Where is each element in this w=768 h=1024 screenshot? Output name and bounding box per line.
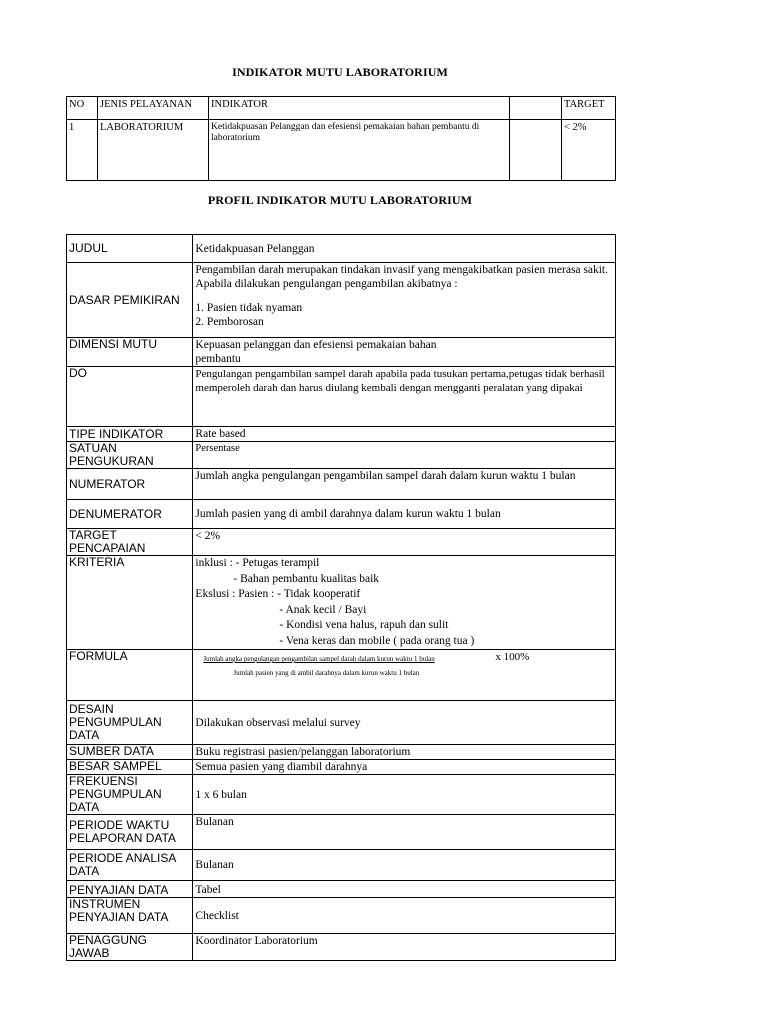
row-sumber [67, 745, 616, 760]
header-jenis: JENIS PELAYANAN [98, 97, 209, 120]
label-instrumen: INSTRUMEN PENYAJIAN DATA [67, 898, 193, 934]
label-do: DO [67, 367, 193, 427]
value-sumber: Buku registrasi pasien/pelanggan laboratorium [193, 745, 616, 760]
value-dimensi: Kepuasan pelanggan dan efesiensi pemakaian bahan pembantu [193, 338, 616, 367]
cell-indikator: Ketidakpuasan Pelanggan dan efesiensi pemakaian bahan pembantu di laboratorium [209, 120, 510, 181]
value-kriteria [193, 556, 616, 650]
kriteria-eksklusi-3: - Vena keras dan mobile ( pada orang tua ) [279, 634, 475, 647]
value-judul: Ketidakpuasan Pelanggan [193, 235, 616, 263]
row-dasar [67, 263, 616, 338]
label-desain: DESAIN PENGUMPULAN DATA [67, 701, 193, 745]
value-periode-analisa: Bulanan [193, 850, 616, 881]
value-penyajian: Tabel [193, 881, 616, 898]
label-penanggung: PENAGGUNG JAWAB [67, 934, 193, 961]
row-desain [67, 701, 616, 745]
value-dasar [193, 263, 616, 338]
value-desain: Dilakukan observasi melalui survey [193, 701, 616, 745]
cell-no: 1 [67, 120, 98, 181]
row-besar [67, 760, 616, 775]
dasar-text: Pengambilan darah merupakan tindakan invasif yang mengakibatkan pasien merasa sakit. Apabila dilakukan pengulangan pengambilan akibatnya : [195, 264, 609, 290]
label-formula: FORMULA [67, 650, 193, 701]
cell-target: < 2% [562, 120, 616, 181]
row-judul [67, 235, 616, 263]
label-periode-waktu: PERIODE WAKTU PELAPORAN DATA [67, 815, 193, 850]
value-target: < 2% [193, 529, 616, 556]
value-instrumen: Checklist [193, 898, 616, 934]
row-periode-analisa [67, 850, 616, 881]
row-satuan [67, 442, 616, 469]
value-besar: Semua pasien yang diambil darahnya [193, 760, 616, 775]
formula-multiplier: x 100% [495, 651, 530, 663]
table-header-row [67, 97, 616, 120]
row-instrumen [67, 898, 616, 934]
label-frekuensi: FREKUENSI PENGUMPULAN DATA [67, 775, 193, 815]
row-denumerator [67, 500, 616, 529]
label-judul: JUDUL [67, 235, 193, 263]
header-no: NO [67, 97, 98, 120]
formula-denominator: Jumlah pasien yang di ambil darahnya dalam kurun waktu 1 bulan [233, 669, 420, 677]
kriteria-inklusi-2: - Bahan pembantu kualitas baik [233, 572, 380, 585]
dasar-item-2: 2. Pemborosan [195, 316, 264, 328]
indicator-table [66, 96, 616, 181]
value-denumerator: Jumlah pasien yang di ambil darahnya dalam kurun waktu 1 bulan [193, 500, 616, 529]
cell-jenis: LABORATORIUM [98, 120, 209, 181]
value-do: Pengulangan pengambilan sampel darah apabila pada tusukan pertama,petugas tidak berhasil memperoleh darah dan harus diulang kembali dengan mengganti peralatan yang dipakai [193, 367, 616, 427]
label-sumber: SUMBER DATA [67, 745, 193, 760]
kriteria-eksklusi-2: - Kondisi vena halus, rapuh dan sulit [279, 619, 449, 631]
row-numerator [67, 469, 616, 500]
row-do [67, 367, 616, 427]
header-blank [510, 97, 562, 120]
value-periode-waktu: Bulanan [193, 815, 616, 850]
kriteria-eksklusi-1: - Anak kecil / Bayi [279, 603, 367, 616]
row-penyajian [67, 881, 616, 898]
value-satuan: Persentase [193, 442, 616, 469]
dasar-item-1: 1. Pasien tidak nyaman [195, 302, 303, 314]
label-penyajian: PENYAJIAN DATA [67, 881, 193, 898]
label-besar: BESAR SAMPEL [67, 760, 193, 775]
value-formula [193, 650, 616, 701]
header-indikator: INDIKATOR [209, 97, 510, 120]
profile-title: PROFIL INDIKATOR MUTU LABORATORIUM [207, 193, 473, 207]
row-periode-waktu [67, 815, 616, 850]
label-denumerator: DENUMERATOR [67, 500, 193, 529]
row-formula [67, 650, 616, 701]
row-tipe [67, 427, 616, 442]
row-dimensi [67, 338, 616, 367]
header-target: TARGET [562, 97, 616, 120]
value-frekuensi: 1 x 6 bulan [193, 775, 616, 815]
label-dasar: DASAR PEMIKIRAN [67, 263, 193, 338]
label-dimensi: DIMENSI MUTU [67, 338, 193, 367]
formula-numerator: Jumlah angka pengulangan pengambilan sampel darah dalam kurun waktu 1 bulan [203, 655, 435, 663]
profile-table [66, 234, 616, 961]
label-numerator: NUMERATOR [67, 469, 193, 500]
label-satuan: SATUAN PENGUKURAN [67, 442, 193, 469]
row-penanggung [67, 934, 616, 961]
label-tipe: TIPE INDIKATOR [67, 427, 193, 442]
kriteria-inklusi: inklusi : - Petugas terampil [195, 557, 320, 569]
table-row [67, 120, 616, 181]
document-title: INDIKATOR MUTU LABORATORIUM [232, 65, 448, 79]
value-tipe: Rate based [193, 427, 616, 442]
cell-blank [510, 120, 562, 181]
value-numerator: Jumlah angka pengulangan pengambilan sampel darah dalam kurun waktu 1 bulan [193, 469, 616, 500]
label-target: TARGET PENCAPAIAN [67, 529, 193, 556]
label-kriteria: KRITERIA [67, 556, 193, 650]
row-frekuensi [67, 775, 616, 815]
row-target [67, 529, 616, 556]
value-penanggung: Koordinator Laboratorium [193, 934, 616, 961]
row-kriteria [67, 556, 616, 650]
kriteria-eksklusi: Ekslusi : Pasien : - Tidak kooperatif [195, 588, 361, 600]
label-periode-analisa: PERIODE ANALISA DATA [67, 850, 193, 881]
